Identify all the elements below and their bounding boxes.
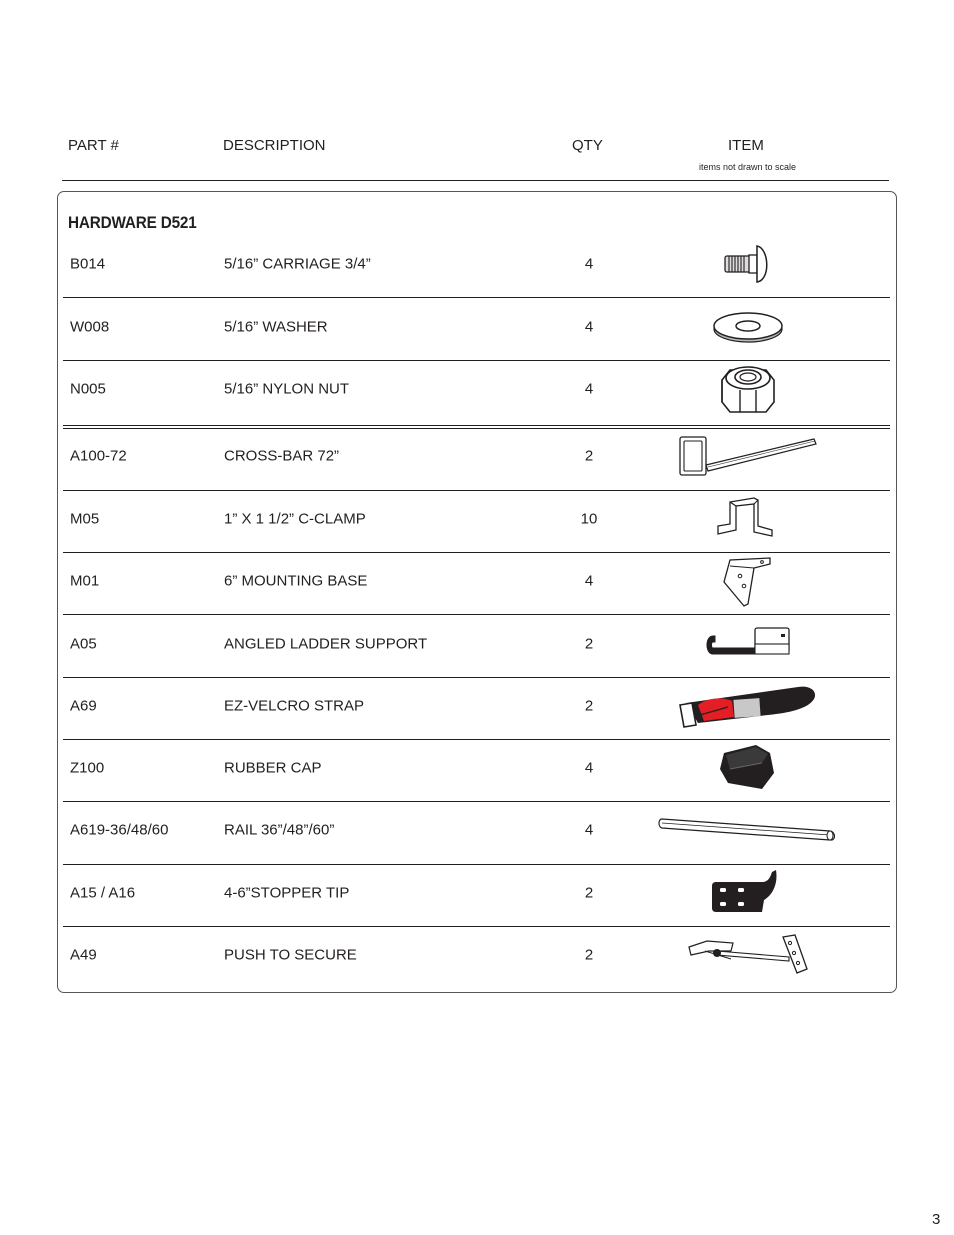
part-description: 5/16” CARRIAGE 3/4” [224, 255, 371, 273]
part-qty: 4 [584, 255, 594, 273]
page-number: 3 [932, 1211, 941, 1228]
cross-bar-icon [678, 435, 818, 477]
item-column-header: ITEM [728, 137, 764, 154]
mounting-base-icon [720, 554, 774, 608]
rubber-cap-icon [718, 743, 776, 793]
row-divider [63, 677, 890, 678]
part-qty: 4 [584, 759, 594, 777]
part-number: N005 [70, 380, 106, 398]
qty-column-header: QTY [572, 137, 603, 154]
c-clamp-icon [716, 496, 776, 542]
part-description: RUBBER CAP [224, 759, 322, 777]
part-qty: 4 [584, 572, 594, 590]
part-description: 6” MOUNTING BASE [224, 572, 368, 590]
part-description: 5/16” NYLON NUT [224, 380, 350, 398]
part-qty: 2 [584, 884, 594, 902]
part-qty: 2 [584, 946, 594, 964]
part-column-header: PART # [68, 137, 119, 154]
part-description: 4-6”STOPPER TIP [224, 884, 350, 902]
stopper-tip-icon [710, 870, 780, 916]
velcro-strap-icon [678, 683, 818, 729]
part-qty: 10 [580, 510, 598, 528]
part-qty: 4 [584, 318, 594, 336]
ladder-support-icon [701, 626, 793, 662]
row-divider [63, 801, 890, 802]
row-divider [63, 425, 890, 426]
part-number: Z100 [70, 759, 105, 777]
nylon-nut-icon [718, 362, 778, 416]
part-number: A05 [70, 635, 97, 653]
part-number: A69 [70, 697, 97, 715]
part-number: B014 [70, 255, 106, 273]
part-qty: 4 [584, 821, 594, 839]
row-divider [63, 297, 890, 298]
part-description: PUSH TO SECURE [224, 946, 357, 964]
part-number: A15 / A16 [70, 884, 136, 902]
row-divider [63, 490, 890, 491]
part-description: 1” X 1 1/2” C-CLAMP [224, 510, 366, 528]
part-qty: 2 [584, 635, 594, 653]
washer-icon [711, 309, 785, 345]
row-divider [63, 360, 890, 361]
description-column-header: DESCRIPTION [223, 137, 326, 154]
part-description: CROSS-BAR 72” [224, 447, 340, 465]
part-description: RAIL 36”/48”/60” [224, 821, 335, 839]
row-divider [63, 926, 890, 927]
part-number: M05 [70, 510, 100, 528]
push-to-secure-icon [687, 933, 809, 977]
row-divider [63, 739, 890, 740]
part-description: ANGLED LADDER SUPPORT [224, 635, 428, 653]
part-number: M01 [70, 572, 100, 590]
part-qty: 2 [584, 697, 594, 715]
part-number: A100-72 [70, 447, 127, 465]
carriage-bolt-icon [721, 244, 775, 284]
section-title: HARDWARE D521 [68, 213, 197, 232]
part-number: W008 [70, 318, 110, 336]
part-number: A619-36/48/60 [70, 821, 169, 839]
part-description: EZ-VELCRO STRAP [224, 697, 365, 715]
row-divider [63, 428, 890, 429]
rail-icon [658, 815, 838, 845]
row-divider [63, 552, 890, 553]
row-divider [63, 864, 890, 865]
row-divider [63, 614, 890, 615]
part-qty: 2 [584, 447, 594, 465]
part-qty: 4 [584, 380, 594, 398]
header-divider [62, 180, 889, 181]
part-description: 5/16” WASHER [224, 318, 328, 336]
part-number: A49 [70, 946, 97, 964]
scale-note: items not drawn to scale [699, 162, 797, 172]
